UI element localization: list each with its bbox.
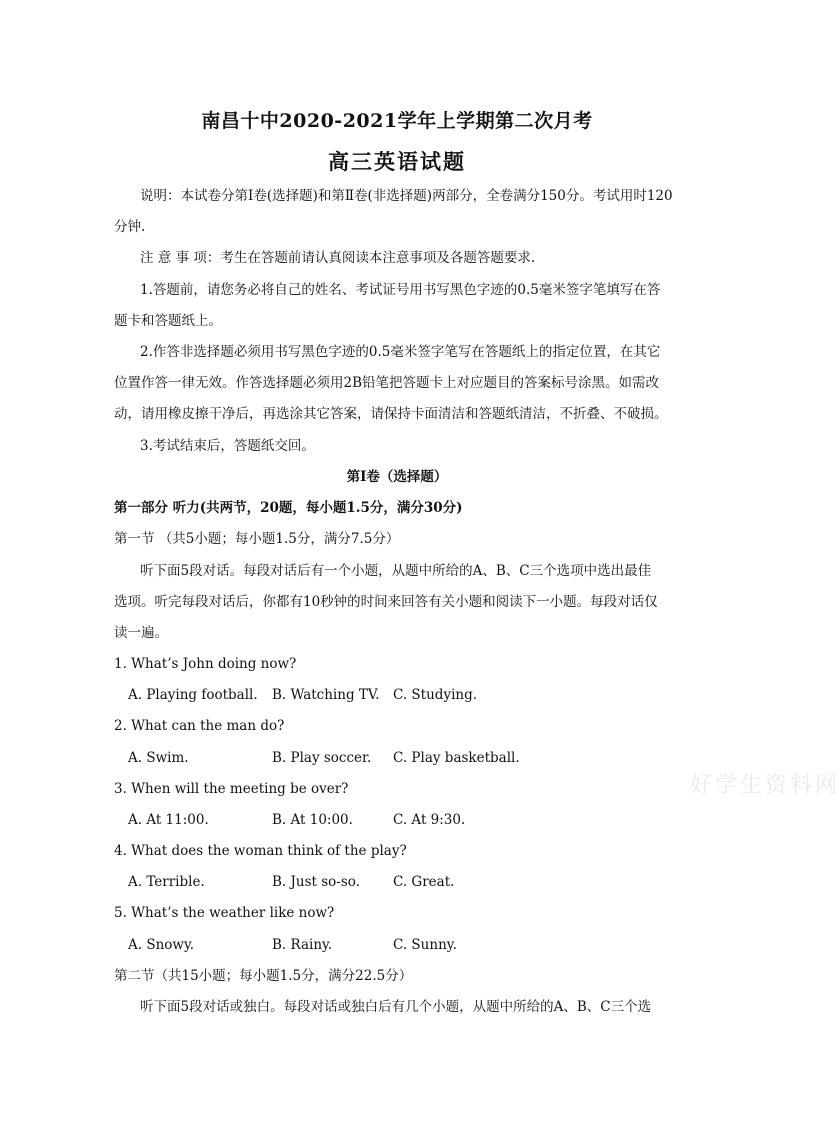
question-4-option-b: B. Just so-so. [272, 874, 360, 890]
question-2-option-a: A. Swim. [128, 750, 189, 766]
watermark: 好学生资料网 [690, 773, 840, 798]
question-3-option-c: C. At 9:30. [393, 812, 466, 828]
section-2-directions-line-1: 听下面5段对话或独白。每段对话或独白后有几个小题，从题中所给的A、B、C三个选 [140, 999, 652, 1015]
instruction-3: 3.考试结束后，答题纸交回。 [140, 438, 315, 454]
note-line-2: 分钟. [114, 219, 146, 235]
exam-title: 南昌十中2020-2021学年上学期第二次月考 [201, 110, 593, 132]
notice-heading: 注 意 事 项：考生在答题前请认真阅读本注意事项及各题答题要求. [140, 250, 536, 266]
instruction-1-line-1: 1.答题前，请您务必将自己的姓名、考试证号用书写黑色字迹的0.5毫米签字笔填写在答 [140, 282, 661, 298]
question-2-option-c: C. Play basketball. [393, 750, 520, 766]
question-5-option-b: B. Rainy. [272, 937, 333, 953]
question-1-option-b: B. Watching TV. [272, 687, 380, 703]
part-1-heading: 第一部分 听力(共两节，20题，每小题1.5分，满分30分) [114, 500, 463, 516]
question-1-option-a: A. Playing football. [128, 687, 258, 703]
question-4-option-c: C. Great. [393, 874, 455, 890]
instruction-1-line-2: 题卡和答题纸上。 [114, 313, 222, 329]
section-1-heading: 第一节 （共5小题；每小题1.5分，满分7.5分） [114, 531, 400, 547]
question-1-option-c: C. Studying. [393, 687, 478, 703]
instruction-2-line-3: 动，请用橡皮擦干净后，再选涂其它答案，请保持卡面清洁和答题纸清洁，不折叠、不破损。 [114, 406, 668, 422]
instruction-2-line-2: 位置作答一律无效。作答选择题必须用2B铅笔把答题卡上对应题目的答案标号涂黑。如需改 [114, 375, 660, 391]
section-2-heading: 第二节（共15小题；每小题1.5分，满分22.5分） [114, 968, 413, 984]
question-5-stem: 5. What’s the weather like now? [114, 905, 335, 921]
volume-1-heading: 第Ⅰ卷（选择题） [346, 469, 448, 485]
section-1-directions-line-2: 选项。听完每段对话后，你都有10秒钟的时间来回答有关小题和阅读下一小题。每段对话仅 [114, 594, 658, 610]
question-2-stem: 2. What can the man do? [114, 718, 285, 734]
exam-subtitle: 高三英语试题 [328, 149, 466, 174]
question-5-option-a: A. Snowy. [128, 937, 195, 953]
question-3-option-a: A. At 11:00. [128, 812, 209, 828]
question-2-option-b: B. Play soccer. [272, 750, 372, 766]
note-line-1: 说明：本试卷分第Ⅰ卷(选择题)和第Ⅱ卷(非选择题)两部分，全卷满分150分。考试用时120 [140, 188, 673, 204]
section-1-directions-line-3: 读一遍。 [114, 625, 168, 641]
question-3-option-b: B. At 10:00. [272, 812, 353, 828]
question-3-stem: 3. When will the meeting be over? [114, 781, 349, 797]
question-4-stem: 4. What does the woman think of the play? [114, 843, 407, 859]
question-5-option-c: C. Sunny. [393, 937, 457, 953]
instruction-2-line-1: 2.作答非选择题必须用书写黑色字迹的0.5毫米签字笔写在答题纸上的指定位置，在其它 [140, 344, 661, 360]
section-1-directions-line-1: 听下面5段对话。每段对话后有一个小题，从题中所给的A、B、C三个选项中选出最佳 [140, 563, 652, 579]
question-4-option-a: A. Terrible. [128, 874, 205, 890]
question-1-stem: 1. What’s John doing now? [114, 656, 297, 672]
